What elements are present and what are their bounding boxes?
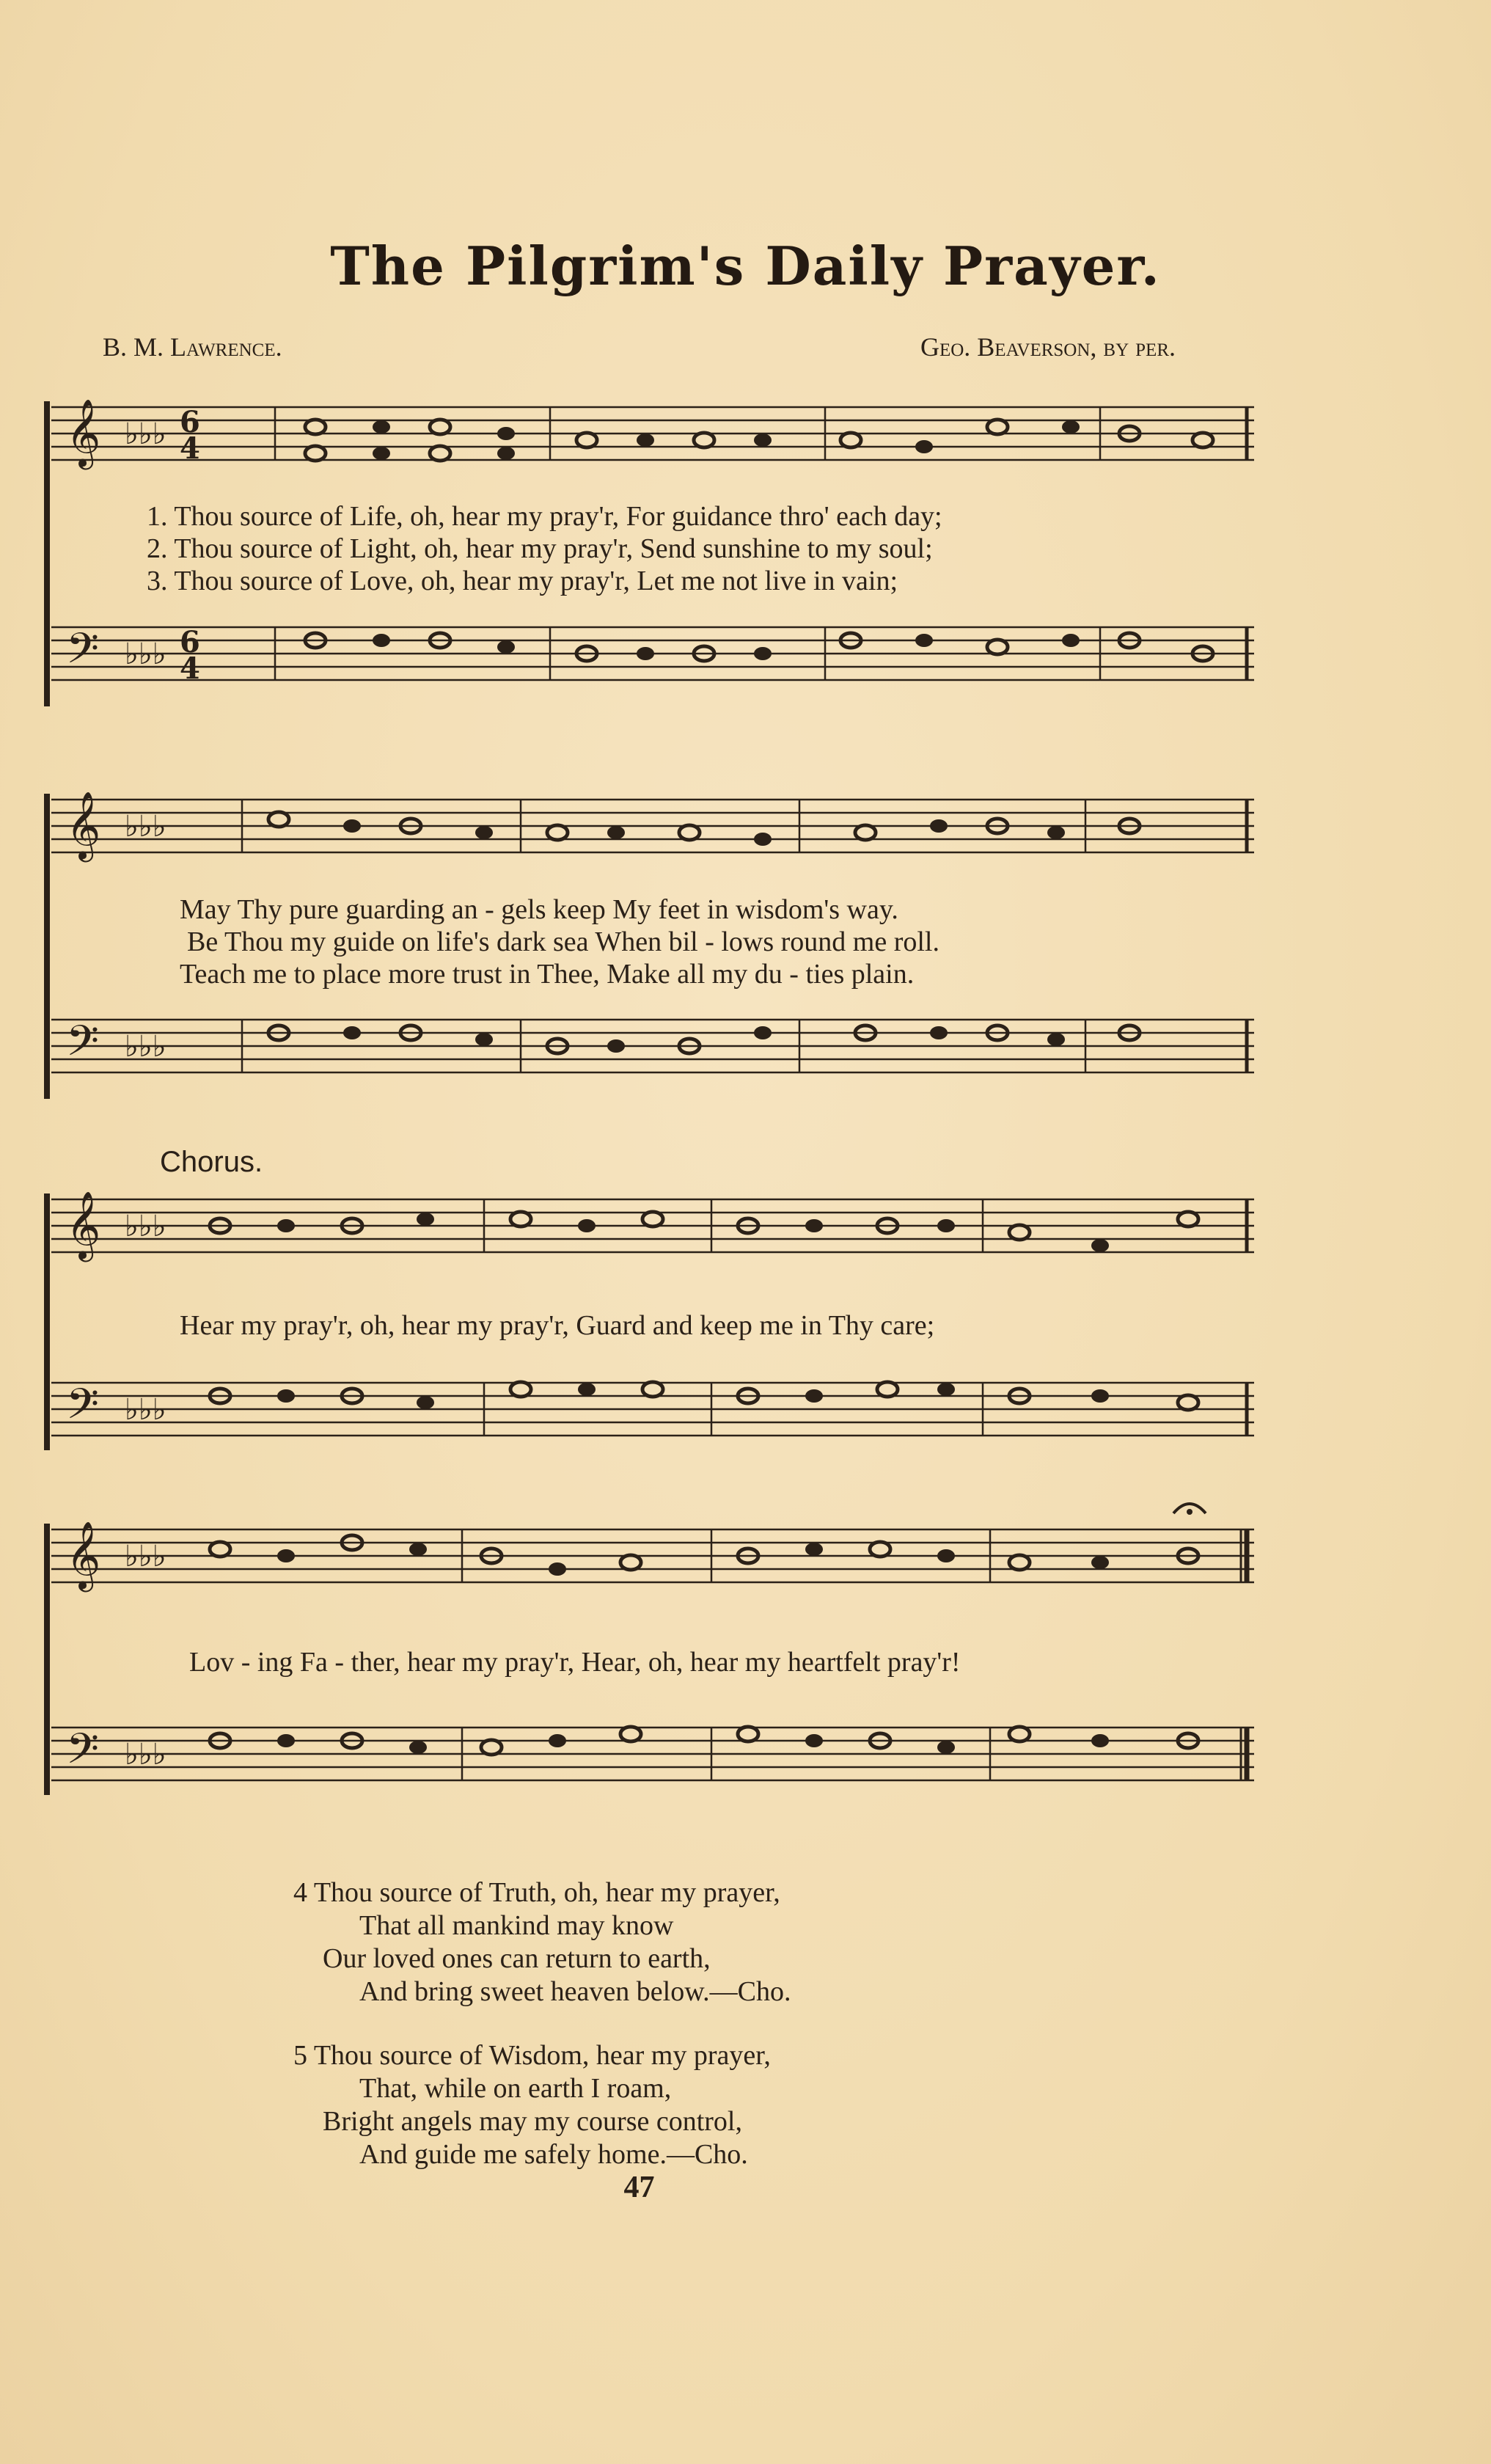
svg-text:𝄢: 𝄢 bbox=[66, 1724, 100, 1784]
lyric-line: Teach me to place more trust in Thee, Make all my du - ties plain. bbox=[180, 959, 915, 990]
svg-text:♭♭♭: ♭♭♭ bbox=[125, 1737, 166, 1772]
svg-text:4: 4 bbox=[180, 651, 200, 686]
svg-text:𝄢: 𝄢 bbox=[66, 1016, 100, 1076]
verse-line: Bright angels may my course control, bbox=[323, 2106, 742, 2137]
composer-credit: Geo. Beaverson, by per. bbox=[920, 332, 1176, 362]
lyric-line: 3. Thou source of Love, oh, hear my pray'r, Let me not live in vain; bbox=[147, 566, 898, 596]
lyrics-system-3 bbox=[180, 1309, 934, 1342]
svg-text:6: 6 bbox=[180, 625, 200, 659]
hymn-title: The Pilgrim's Daily Prayer. bbox=[330, 235, 1161, 297]
lyric-line: Hear my pray'r, oh, hear my pray'r, Guard and keep me in Thy care; bbox=[180, 1310, 935, 1341]
verse-line: That, while on earth I roam, bbox=[359, 2073, 672, 2104]
chorus-label: Chorus. bbox=[160, 1146, 263, 1178]
lyric-line: 2. Thou source of Light, oh, hear my pray'r, Send sunshine to my soul; bbox=[147, 533, 933, 564]
lyric-line: Lov - ing Fa - ther, hear my pray'r, Hear, oh, hear my heartfelt pray'r! bbox=[189, 1647, 961, 1678]
verse-line: 4 Thou source of Truth, oh, hear my prayer, bbox=[293, 1877, 780, 1908]
page-number: 47 bbox=[623, 2171, 655, 2204]
svg-text:♭♭♭: ♭♭♭ bbox=[125, 809, 166, 844]
verse-line: 5 Thou source of Wisdom, hear my prayer, bbox=[293, 2040, 771, 2071]
lyrics-system-2 bbox=[180, 893, 939, 990]
lyrics-system-4 bbox=[189, 1646, 961, 1678]
lyric-line: Be Thou my guide on life's dark sea When bil - lows round me roll. bbox=[187, 926, 939, 957]
svg-text:♭♭♭: ♭♭♭ bbox=[125, 417, 166, 451]
svg-text:♭♭♭: ♭♭♭ bbox=[125, 1539, 166, 1573]
extra-verses bbox=[293, 1876, 791, 2202]
lyrics-system-1 bbox=[147, 500, 942, 597]
svg-text:𝄞: 𝄞 bbox=[66, 791, 101, 859]
verse-line: And bring sweet heaven below.—Cho. bbox=[359, 1976, 791, 2007]
svg-text:4: 4 bbox=[180, 431, 200, 466]
time-sig-top: 6 bbox=[180, 405, 200, 439]
svg-text:𝄞: 𝄞 bbox=[66, 1521, 101, 1589]
verse-5 bbox=[293, 2039, 791, 2171]
verse-line: And guide me safely home.—Cho. bbox=[359, 2139, 748, 2170]
lyric-line: 1. Thou source of Life, oh, hear my pray'r, For guidance thro' each day; bbox=[147, 501, 942, 532]
verse-line: Our loved ones can return to earth, bbox=[323, 1943, 711, 1974]
svg-text:♭♭♭: ♭♭♭ bbox=[125, 1209, 166, 1243]
svg-text:𝄢: 𝄢 bbox=[66, 1379, 100, 1439]
svg-text:♭♭♭: ♭♭♭ bbox=[125, 1392, 166, 1427]
lyric-line: May Thy pure guarding an - gels keep My feet in wisdom's way. bbox=[180, 894, 898, 925]
verse-4 bbox=[293, 1876, 791, 2008]
svg-text:♭♭♭: ♭♭♭ bbox=[125, 1029, 166, 1064]
svg-text:𝄢: 𝄢 bbox=[66, 624, 100, 684]
svg-text:𝄞: 𝄞 bbox=[66, 398, 101, 467]
lyricist-credit: B. M. Lawrence. bbox=[103, 332, 282, 362]
svg-text:♭♭♭: ♭♭♭ bbox=[125, 637, 166, 671]
verse-line: That all mankind may know bbox=[359, 1910, 674, 1941]
svg-text:𝄞: 𝄞 bbox=[66, 1191, 101, 1259]
